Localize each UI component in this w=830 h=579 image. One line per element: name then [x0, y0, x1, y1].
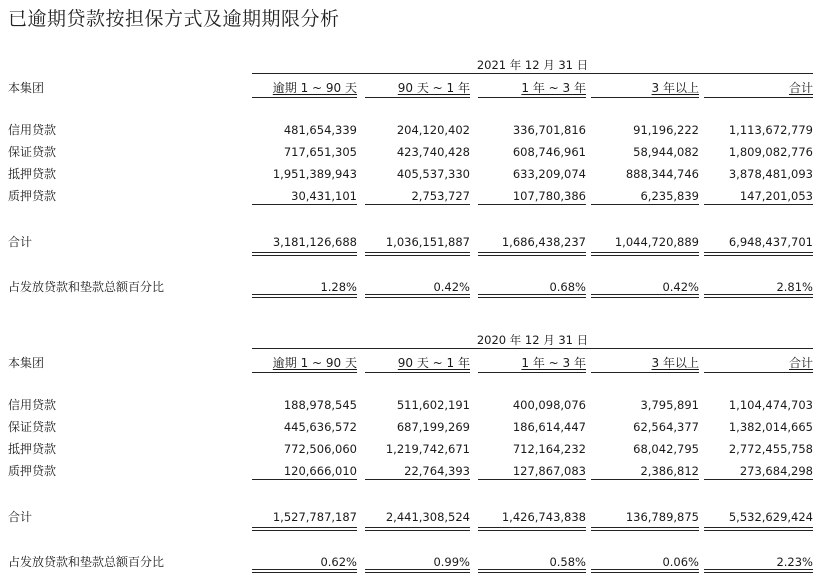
total-double-rule	[478, 252, 586, 256]
table-cell: 608,746,961	[512, 145, 586, 159]
percent-double-rule	[704, 569, 813, 573]
total-cell: 2,441,308,524	[385, 510, 470, 524]
header-rule	[365, 97, 470, 98]
table-cell: 22,764,393	[404, 464, 470, 478]
table-cell: 127,867,083	[512, 464, 586, 478]
percent-cell: 0.42%	[433, 280, 470, 294]
date-underline	[252, 348, 813, 349]
table-cell: 423,740,428	[396, 145, 470, 159]
table-cell: 120,666,010	[283, 464, 357, 478]
table-cell: 772,506,060	[283, 442, 357, 456]
column-header: 3 年以上	[651, 356, 699, 370]
table-cell: 1,951,389,943	[272, 167, 357, 181]
total-cell: 6,948,437,701	[728, 235, 813, 249]
page-title: 已逾期贷款按担保方式及逾期期限分析	[8, 8, 340, 30]
percent-label: 占发放贷款和垫款总额百分比	[8, 555, 165, 569]
total-label: 合计	[8, 235, 33, 249]
table-cell: 2,386,812	[640, 464, 699, 478]
column-header: 逾期 1 ~ 90 天	[272, 356, 357, 370]
table-cell: 888,344,746	[625, 167, 699, 181]
header-rule	[252, 372, 357, 373]
table-cell: 712,164,232	[512, 442, 586, 456]
subtotal-rule	[252, 479, 357, 480]
column-header: 合计	[788, 81, 813, 95]
percent-double-rule	[252, 294, 357, 298]
table-cell: 1,809,082,776	[728, 145, 813, 159]
header-rule	[365, 372, 470, 373]
column-header: 90 天 ~ 1 年	[397, 356, 470, 370]
row-label: 信用贷款	[8, 398, 57, 412]
percent-cell: 0.68%	[549, 280, 586, 294]
percent-cell: 0.58%	[549, 555, 586, 569]
subtotal-rule	[365, 479, 470, 480]
table-cell: 1,382,014,665	[728, 420, 813, 434]
total-double-rule	[704, 252, 813, 256]
column-header: 1 年 ~ 3 年	[521, 356, 586, 370]
percent-double-rule	[478, 569, 586, 573]
total-cell: 1,036,151,887	[385, 235, 470, 249]
row-label: 信用贷款	[8, 123, 57, 137]
row-label: 抵押贷款	[8, 442, 57, 456]
subtotal-rule	[478, 479, 586, 480]
header-rule	[478, 97, 586, 98]
table-cell: 204,120,402	[396, 123, 470, 137]
percent-cell: 0.62%	[320, 555, 357, 569]
percent-double-rule	[365, 569, 470, 573]
table-cell: 188,978,545	[283, 398, 357, 412]
total-double-rule	[252, 527, 357, 531]
percent-double-rule	[478, 294, 586, 298]
table-cell: 186,614,447	[512, 420, 586, 434]
date-underline	[252, 73, 813, 74]
group-label: 本集团	[8, 81, 45, 95]
row-label: 保证贷款	[8, 145, 57, 159]
total-cell: 1,527,787,187	[272, 510, 357, 524]
percent-double-rule	[365, 294, 470, 298]
column-header: 1 年 ~ 3 年	[521, 81, 586, 95]
section-date: 2020 年 12 月 31 日	[476, 333, 589, 347]
percent-double-rule	[591, 569, 699, 573]
total-label: 合计	[8, 510, 33, 524]
total-cell: 1,686,438,237	[501, 235, 586, 249]
subtotal-rule	[704, 479, 813, 480]
header-rule	[704, 372, 813, 373]
percent-cell: 0.99%	[433, 555, 470, 569]
total-double-rule	[704, 527, 813, 531]
table-cell: 481,654,339	[283, 123, 357, 137]
table-cell: 3,878,481,093	[728, 167, 813, 181]
total-cell: 5,532,629,424	[728, 510, 813, 524]
total-double-rule	[365, 527, 470, 531]
percent-cell: 2.81%	[776, 280, 813, 294]
total-double-rule	[591, 252, 699, 256]
percent-label: 占发放贷款和垫款总额百分比	[8, 280, 165, 294]
header-rule	[252, 97, 357, 98]
table-cell: 687,199,269	[396, 420, 470, 434]
table-cell: 68,042,795	[633, 442, 699, 456]
percent-cell: 1.28%	[320, 280, 357, 294]
table-cell: 1,113,672,779	[728, 123, 813, 137]
total-cell: 136,789,875	[625, 510, 699, 524]
table-cell: 633,209,074	[512, 167, 586, 181]
total-double-rule	[252, 252, 357, 256]
header-rule	[591, 372, 699, 373]
table-cell: 445,636,572	[283, 420, 357, 434]
total-cell: 1,044,720,889	[614, 235, 699, 249]
header-rule	[704, 97, 813, 98]
row-label: 抵押贷款	[8, 167, 57, 181]
total-cell: 1,426,743,838	[501, 510, 586, 524]
subtotal-rule	[591, 479, 699, 480]
table-cell: 400,098,076	[512, 398, 586, 412]
column-header: 3 年以上	[651, 81, 699, 95]
section-date: 2021 年 12 月 31 日	[476, 58, 589, 72]
percent-cell: 2.23%	[776, 555, 813, 569]
table-cell: 405,537,330	[396, 167, 470, 181]
total-double-rule	[478, 527, 586, 531]
table-cell: 2,772,455,758	[728, 442, 813, 456]
header-rule	[478, 372, 586, 373]
table-cell: 273,684,298	[739, 464, 813, 478]
table-cell: 1,219,742,671	[385, 442, 470, 456]
subtotal-rule	[704, 204, 813, 205]
table-cell: 58,944,082	[633, 145, 699, 159]
table-cell: 62,564,377	[633, 420, 699, 434]
subtotal-rule	[365, 204, 470, 205]
percent-double-rule	[591, 294, 699, 298]
total-double-rule	[365, 252, 470, 256]
subtotal-rule	[591, 204, 699, 205]
subtotal-rule	[478, 204, 586, 205]
table-cell: 336,701,816	[512, 123, 586, 137]
row-label: 质押贷款	[8, 189, 57, 203]
group-label: 本集团	[8, 356, 45, 370]
total-cell: 3,181,126,688	[272, 235, 357, 249]
table-cell: 717,651,305	[283, 145, 357, 159]
table-cell: 91,196,222	[633, 123, 699, 137]
table-cell: 2,753,727	[411, 189, 470, 203]
total-double-rule	[591, 527, 699, 531]
percent-cell: 0.42%	[662, 280, 699, 294]
percent-double-rule	[704, 294, 813, 298]
table-cell: 6,235,839	[640, 189, 699, 203]
row-label: 保证贷款	[8, 420, 57, 434]
column-header: 逾期 1 ~ 90 天	[272, 81, 357, 95]
percent-double-rule	[252, 569, 357, 573]
header-rule	[591, 97, 699, 98]
table-cell: 30,431,101	[291, 189, 357, 203]
column-header: 90 天 ~ 1 年	[397, 81, 470, 95]
percent-cell: 0.06%	[662, 555, 699, 569]
table-cell: 107,780,386	[512, 189, 586, 203]
subtotal-rule	[252, 204, 357, 205]
row-label: 质押贷款	[8, 464, 57, 478]
table-cell: 147,201,053	[739, 189, 813, 203]
table-cell: 1,104,474,703	[728, 398, 813, 412]
table-cell: 511,602,191	[396, 398, 470, 412]
table-cell: 3,795,891	[640, 398, 699, 412]
column-header: 合计	[788, 356, 813, 370]
